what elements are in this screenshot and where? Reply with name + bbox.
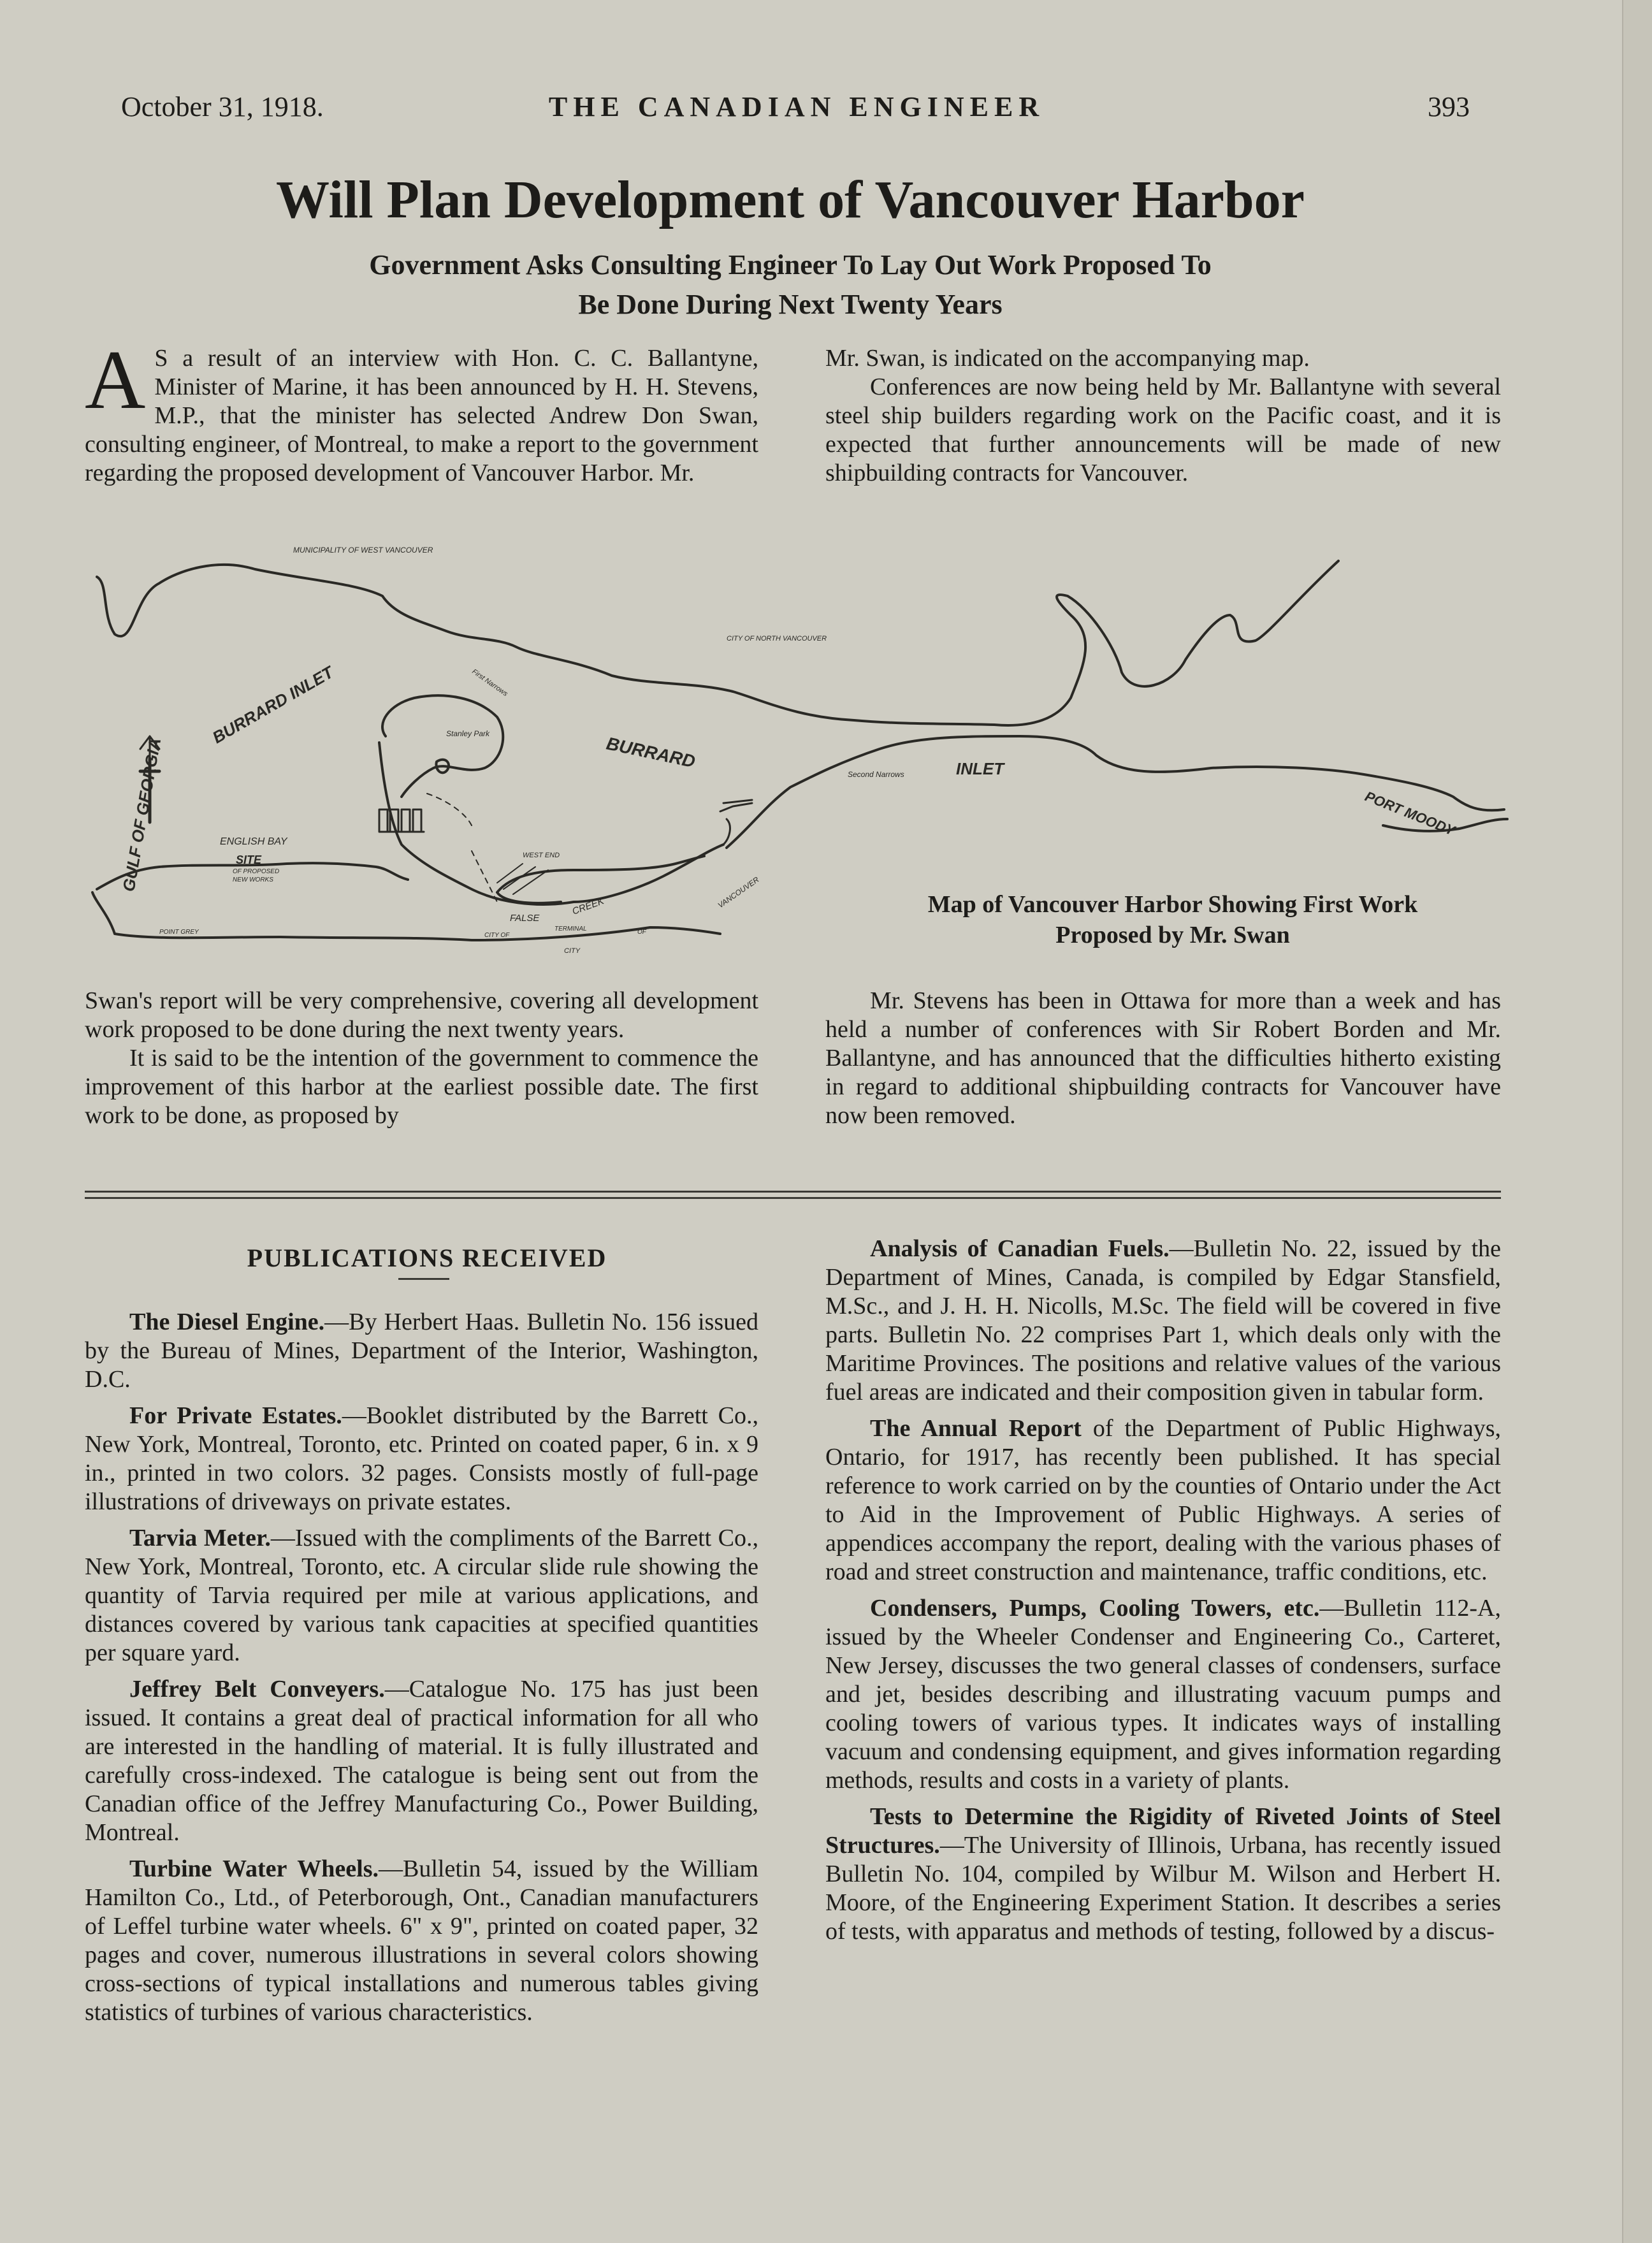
- publication-text: of the Department of Public Highways, Ontario, for 1917, has recently been published. It has special reference to work carried on by the counties of Ontario under the Act to Aid in the Improvement of Public Highways. A series of appendices accompany the report, dealing with the various phases of road and street construction and maintenance, traffic conditions, etc.: [825, 1415, 1501, 1585]
- publication-item-private-estates: [85, 1402, 758, 1516]
- map-label-municipality: MUNICIPALITY OF WEST VANCOUVER: [293, 546, 433, 555]
- article-paragraph-2: Mr. Swan, is indicated on the accompanying map.: [825, 345, 1310, 372]
- publication-item-turbine-wheels: [85, 1855, 758, 2027]
- publication-head: Jeffrey Belt Conveyers.: [129, 1676, 385, 1702]
- publication-item-diesel-engine: [85, 1308, 758, 1394]
- publication-head: Tarvia Meter.: [129, 1525, 271, 1551]
- map-label-false: FALSE: [510, 913, 540, 924]
- map-label-city-north: CITY OF NORTH VANCOUVER: [727, 635, 827, 642]
- map-label-burrard-inlet-west: BURRARD INLET: [209, 662, 337, 748]
- map-label-site-sub1: OF PROPOSED: [233, 868, 280, 875]
- publication-text: —Bulletin 54, issued by the William Hamilton Co., Ltd., of Peterborough, Ont., Canadian manufacturers of Leffel turbine water wheels. 6" x 9", printed on coated paper, 32 pages and cover, numerous illustrations in several colors showing cross-sections of typical installations and numerous tables giving statistics of turbines of various characteristics.: [85, 1855, 758, 2026]
- publication-item-tarvia-meter: [85, 1524, 758, 1667]
- map-stanley-park: [382, 695, 503, 797]
- publication-item-riveted-joints: [825, 1803, 1501, 1946]
- publication-text: —Issued with the compliments of the Barrett Co., New York, Montreal, Toronto, etc. A circular slide rule showing the quantity of Tarvia required per mile at various applications, and distances covered by various tank capacities at specified quantities per square yard.: [85, 1525, 758, 1666]
- article-paragraph-4: Swan's report will be very comprehensive, covering all development work proposed to be done during the next twenty years.: [85, 987, 758, 1043]
- map-label-vancouver: VANCOUVER: [716, 875, 761, 910]
- map-label-of: OF: [637, 929, 646, 936]
- article-column-right-top: [825, 344, 1501, 488]
- publication-item-condensers: [825, 1594, 1501, 1795]
- map-label-city: CITY: [564, 947, 581, 955]
- map-label-point-grey: POINT GREY: [159, 929, 199, 936]
- article-title: Will Plan Development of Vancouver Harbor: [276, 170, 1305, 229]
- map-label-inlet: INLET: [956, 759, 1004, 778]
- article-subtitle: [210, 245, 1370, 324]
- article-paragraph-6: Mr. Stevens has been in Ottawa for more than a week and has held a number of conferences with Sir Robert Borden and Mr. Ballantyne, and has announced that the difficulties hitherto existing in regard to additional shipbuilding contracts for Vancouver have now been removed.: [825, 987, 1501, 1129]
- publication-text: —The University of Illinois, Urbana, has recently issued Bulletin No. 104, compiled by Wilbur M. Wilson and Herbert H. Moore, of the Engineering Experiment Station. It describes a series of tests, with apparatus and methods of testing, followed by a discus-: [825, 1832, 1501, 1945]
- publication-head: For Private Estates.: [129, 1402, 342, 1429]
- publication-text: —Bulletin No. 22, issued by the Department of Mines, Canada, is compiled by Edgar Stansfield, M.Sc., and J. H. H. Nicolls, M.Sc. The field will be covered in five parts. Bulletin No. 22 comprises Part 1, which deals only with the Maritime Provinces. The positions and relative values of the various fuel areas are indicated and their composition given in tabular form.: [825, 1235, 1501, 1405]
- article-column-right-bottom: [825, 987, 1501, 1130]
- publication-item-canadian-fuels: [825, 1235, 1501, 1407]
- map-label-english-bay: ENGLISH BAY: [220, 836, 287, 847]
- map-label-port-moody: PORT MOODY: [1363, 788, 1458, 839]
- article-paragraph-3: Conferences are now being held by Mr. Ballantyne with several steel ship builders regarding work on the Pacific coast, and it is expected that further announcements will be made of new shipbuilding contracts for Vancouver.: [825, 374, 1501, 486]
- map-caption-line-1: Map of Vancouver Harbor Showing First Work: [927, 891, 1418, 918]
- article-paragraph-5: It is said to be the intention of the government to commence the improvement of this harbor at the earliest possible date. The first work to be done, as proposed by: [85, 1045, 758, 1129]
- map-caption: [854, 889, 1491, 950]
- map-label-stanley-park: Stanley Park: [446, 729, 490, 738]
- publication-head: The Annual Report: [870, 1415, 1082, 1442]
- map-false-creek-hatch: [497, 864, 548, 894]
- publication-text: —By Herbert Haas. Bulletin No. 156 issued by the Bureau of Mines, Department of the Interior, Washington, D.C.: [85, 1309, 759, 1393]
- publication-head: Turbine Water Wheels.: [129, 1855, 379, 1882]
- section-divider-top: [85, 1191, 1501, 1193]
- publication-item-annual-report: [825, 1414, 1501, 1586]
- article-column-left-bottom: [85, 987, 758, 1130]
- publications-column-left: [85, 1300, 758, 2027]
- map-south-shoreline: [727, 736, 1504, 848]
- map-label-site-sub2: NEW WORKS: [233, 876, 273, 883]
- section-divider-bottom: [85, 1197, 1501, 1199]
- publication-head: Condensers, Pumps, Cooling Towers, etc.: [870, 1595, 1320, 1622]
- map-label-terminal: TERMINAL: [554, 926, 587, 933]
- publication-head: Tests to Determine the Rigidity of Riveted Joints of Steel Structures.: [825, 1803, 1501, 1859]
- map-caption-line-2: Proposed by Mr. Swan: [1055, 922, 1290, 948]
- publication-head: Analysis of Canadian Fuels.: [870, 1235, 1170, 1262]
- publications-heading: PUBLICATIONS RECEIVED: [247, 1244, 607, 1272]
- header-running-title: THE CANADIAN ENGINEER: [548, 91, 1045, 122]
- subtitle-line-2: Be Done During Next Twenty Years: [578, 289, 1003, 320]
- map-label-gulf-of-georgia: GULF OF GEORGIA: [119, 736, 165, 894]
- header-date: October 31, 1918.: [121, 91, 324, 122]
- map-label-second-narrows: Second Narrows: [848, 770, 904, 779]
- article-column-left-top: [85, 333, 758, 488]
- map-label-city-of: CITY OF: [484, 932, 510, 939]
- page-edge: [1622, 0, 1652, 2243]
- map-label-west-end: WEST END: [523, 852, 560, 859]
- publication-item-jeffrey-belt: [85, 1675, 758, 1847]
- publication-text: —Catalogue No. 175 has just been issued. It contains a great deal of practical information for all who are interested in the handling of material. It is fully illustrated and carefully cross-indexed. The catalogue is being sent out from the Canadian office of the Jeffrey Manufacturing Co., Power Building, Montreal.: [85, 1676, 759, 1846]
- publication-text: —Bulletin 112-A, issued by the Wheeler Condenser and Engineering Co., Carteret, New Jersey, discusses the two general classes of condensers, surface and jet, besides describing and illustrating vacuum pumps and cooling towers of various types. It indicates ways of installing vacuum and condensing equipment, and gives information regarding methods, results and costs in a variety of plants.: [825, 1595, 1501, 1794]
- publication-text: —Booklet distributed by the Barrett Co., New York, Montreal, Toronto, etc. Printed on coated paper, 6 in. x 9 in., printed in two colors. 32 pages. Consists mostly of full-page illustrations of driveways on private estates.: [85, 1402, 758, 1515]
- publication-head: The Diesel Engine.: [129, 1309, 325, 1335]
- paragraph-1-text: S a result of an interview with Hon. C. C. Ballantyne, Minister of Marine, it has been announced by H. H. Stevens, M.P., that the minister has selected Andrew Don Swan, consulting engineer, of Montreal, to make a report to the government regarding the proposed development of Vancouver Harbor. Mr.: [85, 345, 758, 486]
- map-label-first-narrows: First Narrows: [470, 667, 509, 698]
- map-label-creek: CREEK: [570, 896, 605, 917]
- header-page-number: 393: [1428, 91, 1470, 122]
- drop-cap: A: [85, 333, 146, 426]
- publications-column-right: [825, 1227, 1501, 1946]
- map-label-burrard: BURRARD: [604, 733, 697, 772]
- publications-heading-rule: [398, 1278, 449, 1280]
- map-label-site: SITE: [236, 853, 262, 866]
- subtitle-line-1: Government Asks Consulting Engineer To Lay Out Work Proposed To: [369, 249, 1212, 280]
- article-paragraph-1: [85, 333, 758, 488]
- map-proposed-works: [379, 809, 424, 832]
